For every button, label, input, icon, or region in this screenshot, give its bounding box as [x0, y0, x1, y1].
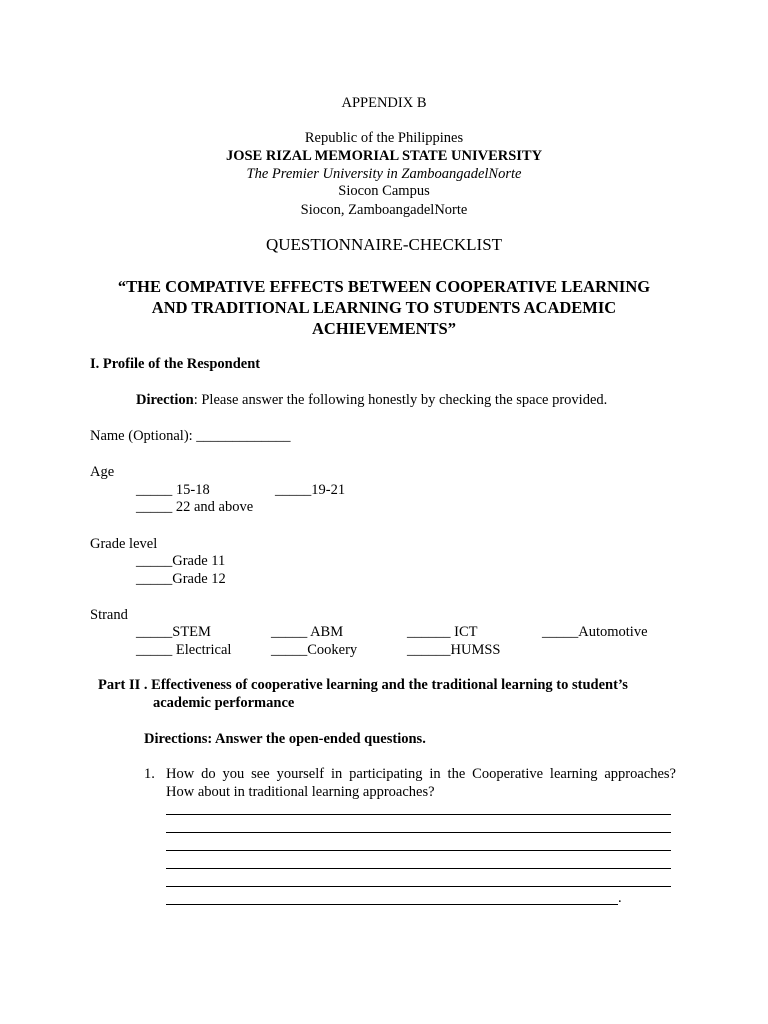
strand-option-abm[interactable]: _____ ABM [271, 624, 344, 640]
direction-text: : Please answer the following honestly by checking the space provided. [193, 392, 608, 408]
strand-option-electrical[interactable]: _____ Electrical [136, 642, 232, 658]
university-tagline: The Premier University in ZamboangadelNorte [246, 166, 522, 182]
part2-heading-line-1: Part II . Effectiveness of cooperative learning and the traditional learning to student’s [98, 677, 628, 693]
direction-label: Direction [136, 392, 194, 408]
answer-line[interactable] [166, 886, 671, 887]
part1-direction [136, 391, 607, 409]
campus-location: Siocon, ZamboangadelNorte [300, 202, 468, 218]
part2-heading-line-2: academic performance [153, 695, 295, 711]
strand-option-ict[interactable]: ______ ICT [407, 624, 478, 640]
question-1-number: 1. [144, 766, 155, 782]
strand-option-humss[interactable]: ______HUMSS [407, 642, 501, 658]
strand-option-cookery[interactable]: _____Cookery [271, 642, 358, 658]
part1-heading: I. Profile of the Respondent [90, 356, 261, 372]
answer-line-last[interactable] [166, 904, 618, 905]
grade-level-label: Grade level [90, 536, 158, 552]
strand-option-stem[interactable]: _____STEM [136, 624, 211, 640]
campus-name: Siocon Campus [338, 183, 430, 199]
answer-line[interactable] [166, 832, 671, 833]
answer-line[interactable] [166, 814, 671, 815]
grade-option-11[interactable]: _____Grade 11 [136, 553, 226, 569]
question-1-line-2: How about in traditional learning approaches? [166, 784, 435, 800]
answer-line[interactable] [166, 850, 671, 851]
appendix-label: APPENDIX B [341, 95, 427, 111]
age-option-22-above[interactable]: _____ 22 and above [136, 499, 254, 515]
university-name: JOSE RIZAL MEMORIAL STATE UNIVERSITY [225, 148, 543, 164]
answer-line[interactable] [166, 868, 671, 869]
document-type: QUESTIONNAIRE-CHECKLIST [265, 235, 503, 254]
age-option-15-18[interactable]: _____ 15-18 [136, 482, 210, 498]
study-title-line-1: “THE COMPATIVE EFFECTS BETWEEN COOPERATIVE LEARNING [117, 277, 651, 296]
republic-line: Republic of the Philippines [304, 130, 464, 146]
age-option-19-21[interactable]: _____19-21 [275, 482, 346, 498]
answer-end-mark: . [618, 890, 622, 906]
name-field[interactable]: Name (Optional): _____________ [90, 428, 291, 444]
age-label: Age [90, 464, 115, 480]
part2-directions: Directions: Answer the open-ended questions. [144, 731, 426, 747]
strand-label: Strand [90, 607, 128, 623]
study-title-line-2: AND TRADITIONAL LEARNING TO STUDENTS ACADEMIC [151, 298, 617, 317]
strand-option-automotive[interactable]: _____Automotive [542, 624, 648, 640]
study-title-line-3: ACHIEVEMENTS” [312, 319, 456, 338]
grade-option-12[interactable]: _____Grade 12 [136, 571, 226, 587]
question-1-line-1: How do you see yourself in participating in the Cooperative learning approaches? [166, 766, 676, 782]
